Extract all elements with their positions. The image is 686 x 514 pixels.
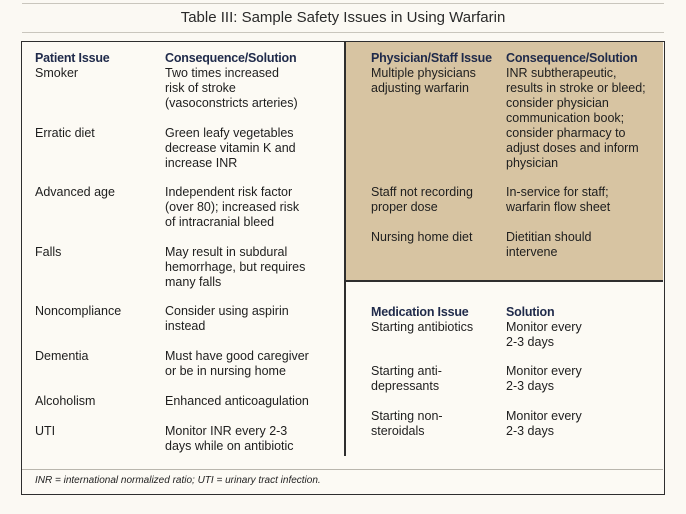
physician-issue-diet: Nursing home diet	[371, 230, 473, 244]
medication-issue-antidepressants: Starting anti- depressants	[371, 364, 442, 393]
physician-solution-recording: In-service for staff; warfarin flow sheet	[506, 185, 611, 214]
patient-solution-diet: Green leafy vegetables decrease vitamin K and increase INR	[165, 126, 296, 170]
patient-solution-uti: Monitor INR every 2-3 days while on antibiotic	[165, 424, 294, 453]
column-divider	[344, 42, 346, 456]
patient-solution-falls: May result in subdural hemorrhage, but requires many falls	[165, 245, 306, 289]
medication-issue-antibiotics: Starting antibiotics	[371, 320, 474, 334]
medication-solution-header: Solution	[506, 305, 555, 319]
table-title: Table III: Sample Safety Issues in Using Warfarin	[180, 9, 506, 26]
patient-solution-dementia: Must have good caregiver or be in nursing home	[165, 349, 309, 378]
physician-solution-diet: Dietitian should intervene	[506, 230, 592, 259]
footnote-rule	[22, 469, 663, 470]
title-rule	[22, 32, 664, 33]
patient-issue-smoker: Smoker	[35, 66, 79, 80]
patient-issue-noncompliance: Noncompliance	[35, 304, 122, 318]
medication-issue-nonsteroidals: Starting non- steroidals	[371, 409, 443, 438]
patient-issue-dementia: Dementia	[35, 349, 89, 363]
patient-issue-diet: Erratic diet	[35, 126, 95, 140]
footnote: INR = international normalized ratio; UTI = urinary tract infection.	[35, 475, 321, 486]
patient-issue-age: Advanced age	[35, 185, 115, 199]
physician-solution-multiple: INR subtherapeutic, results in stroke or bleed; consider physician communication book; consider pharmacy to adjust doses and inform physician	[506, 66, 646, 170]
medication-issue-header: Medication Issue	[371, 305, 469, 319]
top-rule	[22, 3, 664, 4]
medication-solution-nonsteroidals: Monitor every 2-3 days	[506, 409, 582, 438]
patient-issue-header: Patient Issue	[35, 51, 110, 65]
physician-solution-header: Consequence/Solution	[506, 51, 638, 65]
patient-solution-alcoholism: Enhanced anticoagulation	[165, 394, 309, 408]
patient-solution-header: Consequence/Solution	[165, 51, 297, 65]
patient-issue-alcoholism: Alcoholism	[35, 394, 96, 408]
patient-issue-falls: Falls	[35, 245, 62, 259]
patient-solution-age: Independent risk factor (over 80); increased risk of intracranial bleed	[165, 185, 300, 229]
physician-issue-recording: Staff not recording proper dose	[371, 185, 473, 214]
physician-issue-header: Physician/Staff Issue	[371, 51, 492, 65]
medication-solution-antibiotics: Monitor every 2-3 days	[506, 320, 582, 349]
physician-issue-multiple: Multiple physicians adjusting warfarin	[371, 66, 476, 95]
patient-solution-noncompliance: Consider using aspirin instead	[165, 304, 289, 333]
medication-solution-antidepressants: Monitor every 2-3 days	[506, 364, 582, 393]
section-divider	[345, 280, 663, 282]
patient-solution-smoker: Two times increased risk of stroke (vasoconstricts arteries)	[165, 66, 298, 110]
patient-issue-uti: UTI	[35, 424, 56, 438]
